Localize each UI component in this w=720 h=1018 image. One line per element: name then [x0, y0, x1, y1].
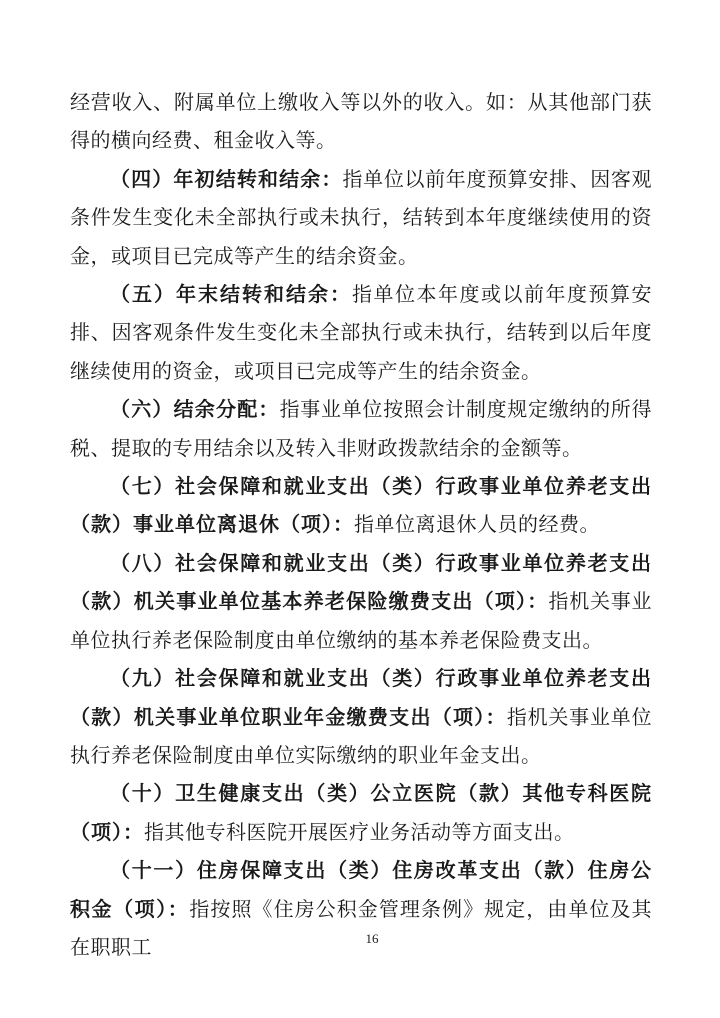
paragraph	[70, 468, 652, 545]
definition-text: 指其他专科医院开展医疗业务活动等方面支出。	[144, 821, 575, 844]
definition-text: 经营收入、附属单位上缴收入等以外的收入。如：从其他部门获得的横向经费、租金收入等。	[70, 92, 652, 153]
page-body	[70, 84, 652, 967]
definition-text: 指单位离退休人员的经费。	[354, 514, 600, 537]
definition-text: 指单位以前年度预算安排、因客观条件发生变化未全部执行或未执行，结转到本年度继续使用的资金，或项目已完成等产生的结余资金。	[70, 168, 653, 268]
definition-text: 指事业单位按照会计制度规定缴纳的所得税、提取的专用结余以及转入非财政拨款结余的金额等。	[70, 399, 653, 460]
definition-text: 指单位本年度或以前年度预算安排、因客观条件发生变化未全部执行或未执行，结转到以后年度继续使用的资金，或项目已完成等产生的结余资金。	[70, 284, 652, 383]
paragraph	[70, 391, 652, 468]
paragraph	[70, 852, 652, 967]
term-label: （六）结余分配：	[110, 399, 280, 422]
paragraph	[70, 545, 652, 660]
paragraph	[70, 84, 652, 161]
term-label: （九）社会保障和就业支出（类）行政事业单位养老支出（款）机关事业单位职业年金缴费支出（项）：	[70, 668, 652, 729]
term-label: （十一）住房保障支出（类）住房改革支出（款）住房公积金（项）：	[70, 860, 652, 921]
term-label: （五）年末结转和结余：	[110, 284, 352, 307]
term-label: （十）卫生健康支出（类）公立医院（款）其他专科医院（项）：	[70, 783, 652, 844]
term-label: （四）年初结转和结余：	[110, 168, 343, 191]
page-number: 16	[365, 931, 379, 946]
paragraph	[70, 660, 652, 775]
definition-text: 指机关事业单位执行养老保险制度由单位实际缴纳的职业年金支出。	[70, 706, 653, 767]
paragraph	[70, 775, 652, 852]
term-label: （八）社会保障和就业支出（类）行政事业单位养老支出（款）机关事业单位基本养老保险缴费支出（项）：	[70, 552, 652, 614]
paragraph	[70, 161, 652, 276]
definition-text: 指按照《住房公积金管理条例》规定，由单位及其在职职工	[70, 898, 653, 959]
paragraph	[70, 276, 652, 391]
term-label: （七）社会保障和就业支出（类）行政事业单位养老支出（款）事业单位离退休（项）：	[70, 476, 652, 537]
page-footer	[0, 930, 720, 948]
definition-text: 指机关事业单位执行养老保险制度由单位缴纳的基本养老保险费支出。	[70, 591, 653, 652]
